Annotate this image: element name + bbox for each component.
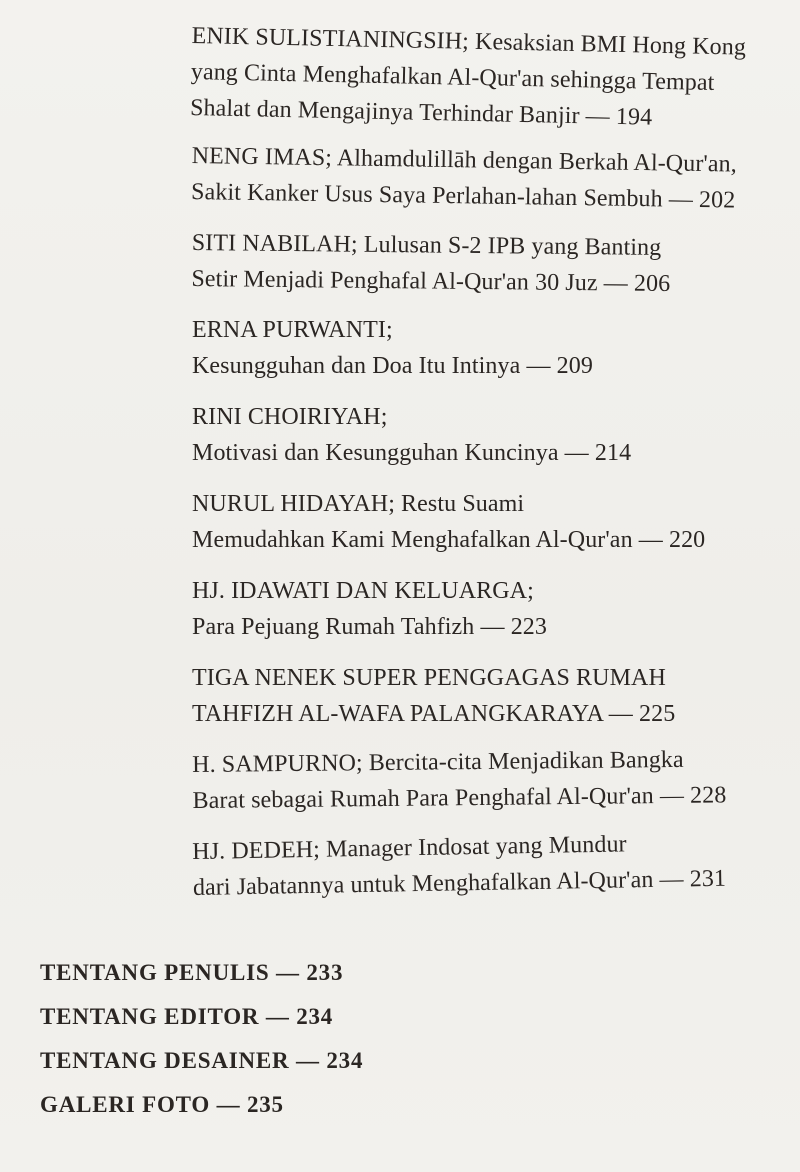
toc-entry-line: HJ. DEDEH; Manager Indosat yang Mundur: [192, 831, 627, 865]
toc-section-about-designer: TENTANG DESAINER — 234: [40, 1048, 364, 1073]
toc-entry-line: yang Cinta Menghafalkan Al-Qur'an sehingga Tempat: [190, 58, 715, 96]
toc-entry: [191, 138, 782, 219]
toc-section-photo-gallery: GALERI FOTO — 235: [40, 1092, 284, 1117]
toc-entry-line: HJ. IDAWATI DAN KELUARGA;: [192, 578, 534, 604]
toc-entry-line: TAHFIZH AL-WAFA PALANGKARAYA — 225: [192, 701, 676, 727]
toc-entry-line: Barat sebagai Rumah Para Penghafal Al-Qur'an — 228: [192, 782, 727, 814]
toc-entry: [192, 741, 783, 819]
toc-entry-line: Kesungguhan dan Doa Itu Intinya — 209: [192, 353, 593, 379]
toc-entry-line: dari Jabatannya untuk Menghafalkan Al-Qur'an — 231: [192, 865, 727, 901]
toc-entry: [192, 573, 782, 645]
toc-entry: [192, 660, 782, 732]
toc-entry-line: RINI CHOIRIYAH;: [192, 404, 388, 430]
toc-entry-line: Motivasi dan Kesungguhan Kuncinya — 214: [192, 440, 632, 466]
toc-entry: [192, 486, 782, 558]
toc-entry-line: NURUL HIDAYAH; Restu Suami: [192, 491, 525, 517]
toc-entry-line: TIGA NENEK SUPER PENGGAGAS RUMAH: [192, 665, 666, 691]
toc-entry-line: Setir Menjadi Penghafal Al-Qur'an 30 Juz — 206: [191, 265, 671, 298]
toc-entries: [189, 18, 782, 921]
toc-entry: [191, 225, 782, 303]
toc-entry-line: NENG IMAS; Alhamdulillāh dengan Berkah Al-Qur'an,: [191, 142, 737, 178]
toc-entry-line: H. SAMPURNO; Bercita-cita Menjadikan Bangka: [192, 746, 684, 778]
toc-entry: [190, 18, 782, 138]
toc-section-about-editor: TENTANG EDITOR — 234: [40, 1004, 334, 1029]
toc-entry-line: SITI NABILAH; Lulusan S-2 IPB yang Banting: [191, 229, 662, 261]
toc-entry-line: ERNA PURWANTI;: [192, 317, 393, 343]
toc-entry-line: ENIK SULISTIANINGSIH; Kesaksian BMI Hong Kong: [191, 22, 747, 61]
toc-entry-line: Para Pejuang Rumah Tahfizh — 223: [192, 614, 548, 640]
toc-entry: [192, 824, 783, 906]
toc-entry-line: Shalat dan Mengajinya Terhindar Banjir — 194: [189, 94, 653, 131]
toc-section-about-author: TENTANG PENULIS — 233: [40, 960, 344, 985]
toc-entry: [192, 312, 782, 384]
toc-back-matter: [40, 956, 760, 1132]
toc-entry-line: Sakit Kanker Usus Saya Perlahan-lahan Sembuh — 202: [190, 178, 736, 214]
toc-entry: [192, 399, 782, 471]
toc-entry-line: Memudahkan Kami Menghafalkan Al-Qur'an — 220: [192, 527, 706, 553]
